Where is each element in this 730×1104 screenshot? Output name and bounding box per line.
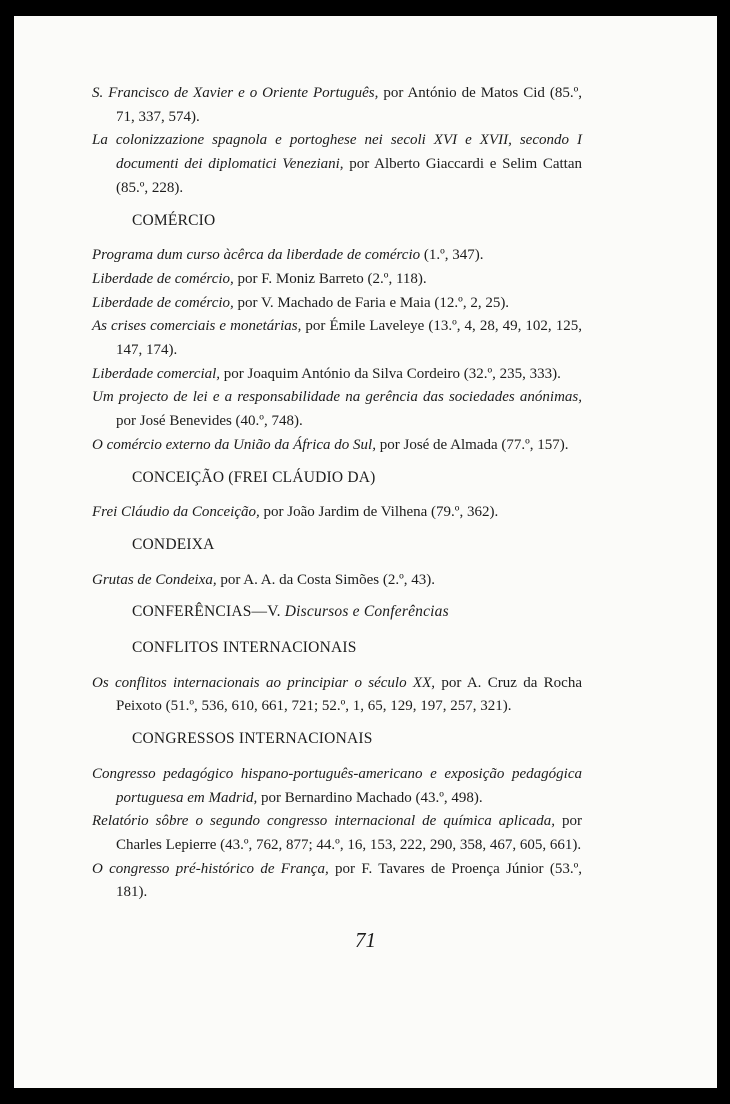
section-heading-text: CONCEIÇÃO (FREI CLÁUDIO DA) <box>132 468 376 486</box>
entry-reference: (1.º, 347). <box>420 247 484 264</box>
index-entry <box>92 129 582 200</box>
section-heading-text: CONFERÊNCIAS—V. <box>132 603 281 621</box>
section-heading-text: CONGRESSOS INTERNACIONAIS <box>132 730 373 748</box>
entry-title: O congresso pré-histórico de França, <box>92 860 329 877</box>
section-heading-text: COMÉRCIO <box>132 211 216 229</box>
index-entry <box>92 315 582 362</box>
index-entry <box>92 763 582 810</box>
entry-reference: por Émile Laveleye (13.º, 4, 28, 49, 102, 125, 147, 174). <box>116 318 582 359</box>
entry-reference: por João Jardim de Vilhena (79.º, 362). <box>259 504 499 521</box>
entry-reference: por Charles Lepierre (43.º, 762, 877; 44.º, 16, 153, 222, 290, 358, 467, 605, 661). <box>116 813 582 853</box>
section-heading-text: CONDEIXA <box>132 535 215 553</box>
entry-title: Liberdade comercial, <box>92 365 221 382</box>
entry-title: Liberdade de comércio, <box>92 294 234 311</box>
section-heading <box>132 600 582 624</box>
index-entry <box>92 501 582 525</box>
entry-title: Um projecto de lei e a responsabilidade na gerência das sociedades anónimas, <box>92 389 582 406</box>
section-heading <box>132 466 582 490</box>
entry-reference: por F. Tavares de Proença Júnior (53.º, 181). <box>116 860 582 901</box>
entry-title: Frei Cláudio da Conceição, <box>92 504 260 521</box>
section-heading <box>132 636 582 660</box>
section-heading <box>132 209 582 233</box>
section-subheading: Discursos e Conferências <box>280 603 449 621</box>
entry-title: S. Francisco de Xavier e o Oriente Português, <box>92 85 379 101</box>
index-entry <box>92 569 582 593</box>
index-entry <box>92 244 582 268</box>
entry-reference: por José Benevides (40.º, 748). <box>116 413 303 430</box>
index-entry <box>92 363 582 387</box>
entry-reference: por Joaquim António da Silva Cordeiro (32.º, 235, 333). <box>220 365 561 382</box>
section-heading <box>132 533 582 557</box>
entry-title: Grutas de Condeixa, <box>92 571 217 588</box>
entry-title: Programa dum curso àcêrca da liberdade de comércio <box>92 247 421 264</box>
index-entry <box>92 268 582 292</box>
entry-reference: por António de Matos Cid (85.º, 71, 337, 574). <box>116 85 582 125</box>
page-number: 71 <box>355 928 376 952</box>
index-entry <box>92 810 582 857</box>
section-heading-text: CONFLITOS INTERNACIONAIS <box>132 639 357 657</box>
entry-title: Congresso pedagógico hispano-português-americano e exposição pedagógica portuguesa em Madrid, <box>92 765 582 806</box>
entry-title: La colonizzazione spagnola e portoghese nei secoli XVI e XVII, secondo I documenti dei diplomatici Veneziani, <box>92 132 582 173</box>
entry-title: O comércio externo da União da África do Sul, <box>92 436 376 453</box>
entry-title: Os conflitos internacionais ao principiar o século XX, <box>92 674 435 691</box>
index-entry <box>92 858 582 905</box>
section-heading <box>132 727 582 751</box>
entry-title: As crises comerciais e monetárias, <box>92 318 302 335</box>
entry-reference: por A. Cruz da Rocha Peixoto (51.º, 536, 610, 661, 721; 52.º, 1, 65, 129, 197, 257, 321). <box>116 674 583 715</box>
index-entry <box>92 386 582 433</box>
entry-reference: por F. Moniz Barreto (2.º, 118). <box>233 270 427 287</box>
entry-title: Relatório sôbre o segundo congresso internacional de química aplicada, <box>92 813 555 830</box>
index-entry <box>92 434 582 458</box>
entry-title: Liberdade de comércio, <box>92 270 234 287</box>
entry-reference: por A. A. da Costa Simões (2.º, 43). <box>216 571 435 588</box>
index-entry <box>92 292 582 316</box>
entry-reference: por Alberto Giaccardi e Selim Cattan (85.º, 228). <box>116 156 582 196</box>
entry-reference: por Bernardino Machado (43.º, 498). <box>257 789 483 806</box>
entry-reference: por José de Almada (77.º, 157). <box>375 436 569 453</box>
index-entry <box>92 82 582 129</box>
index-content <box>92 82 582 905</box>
entry-reference: por V. Machado de Faria e Maia (12.º, 2, 25). <box>233 294 510 311</box>
index-entry <box>92 672 582 719</box>
page <box>14 16 717 1088</box>
